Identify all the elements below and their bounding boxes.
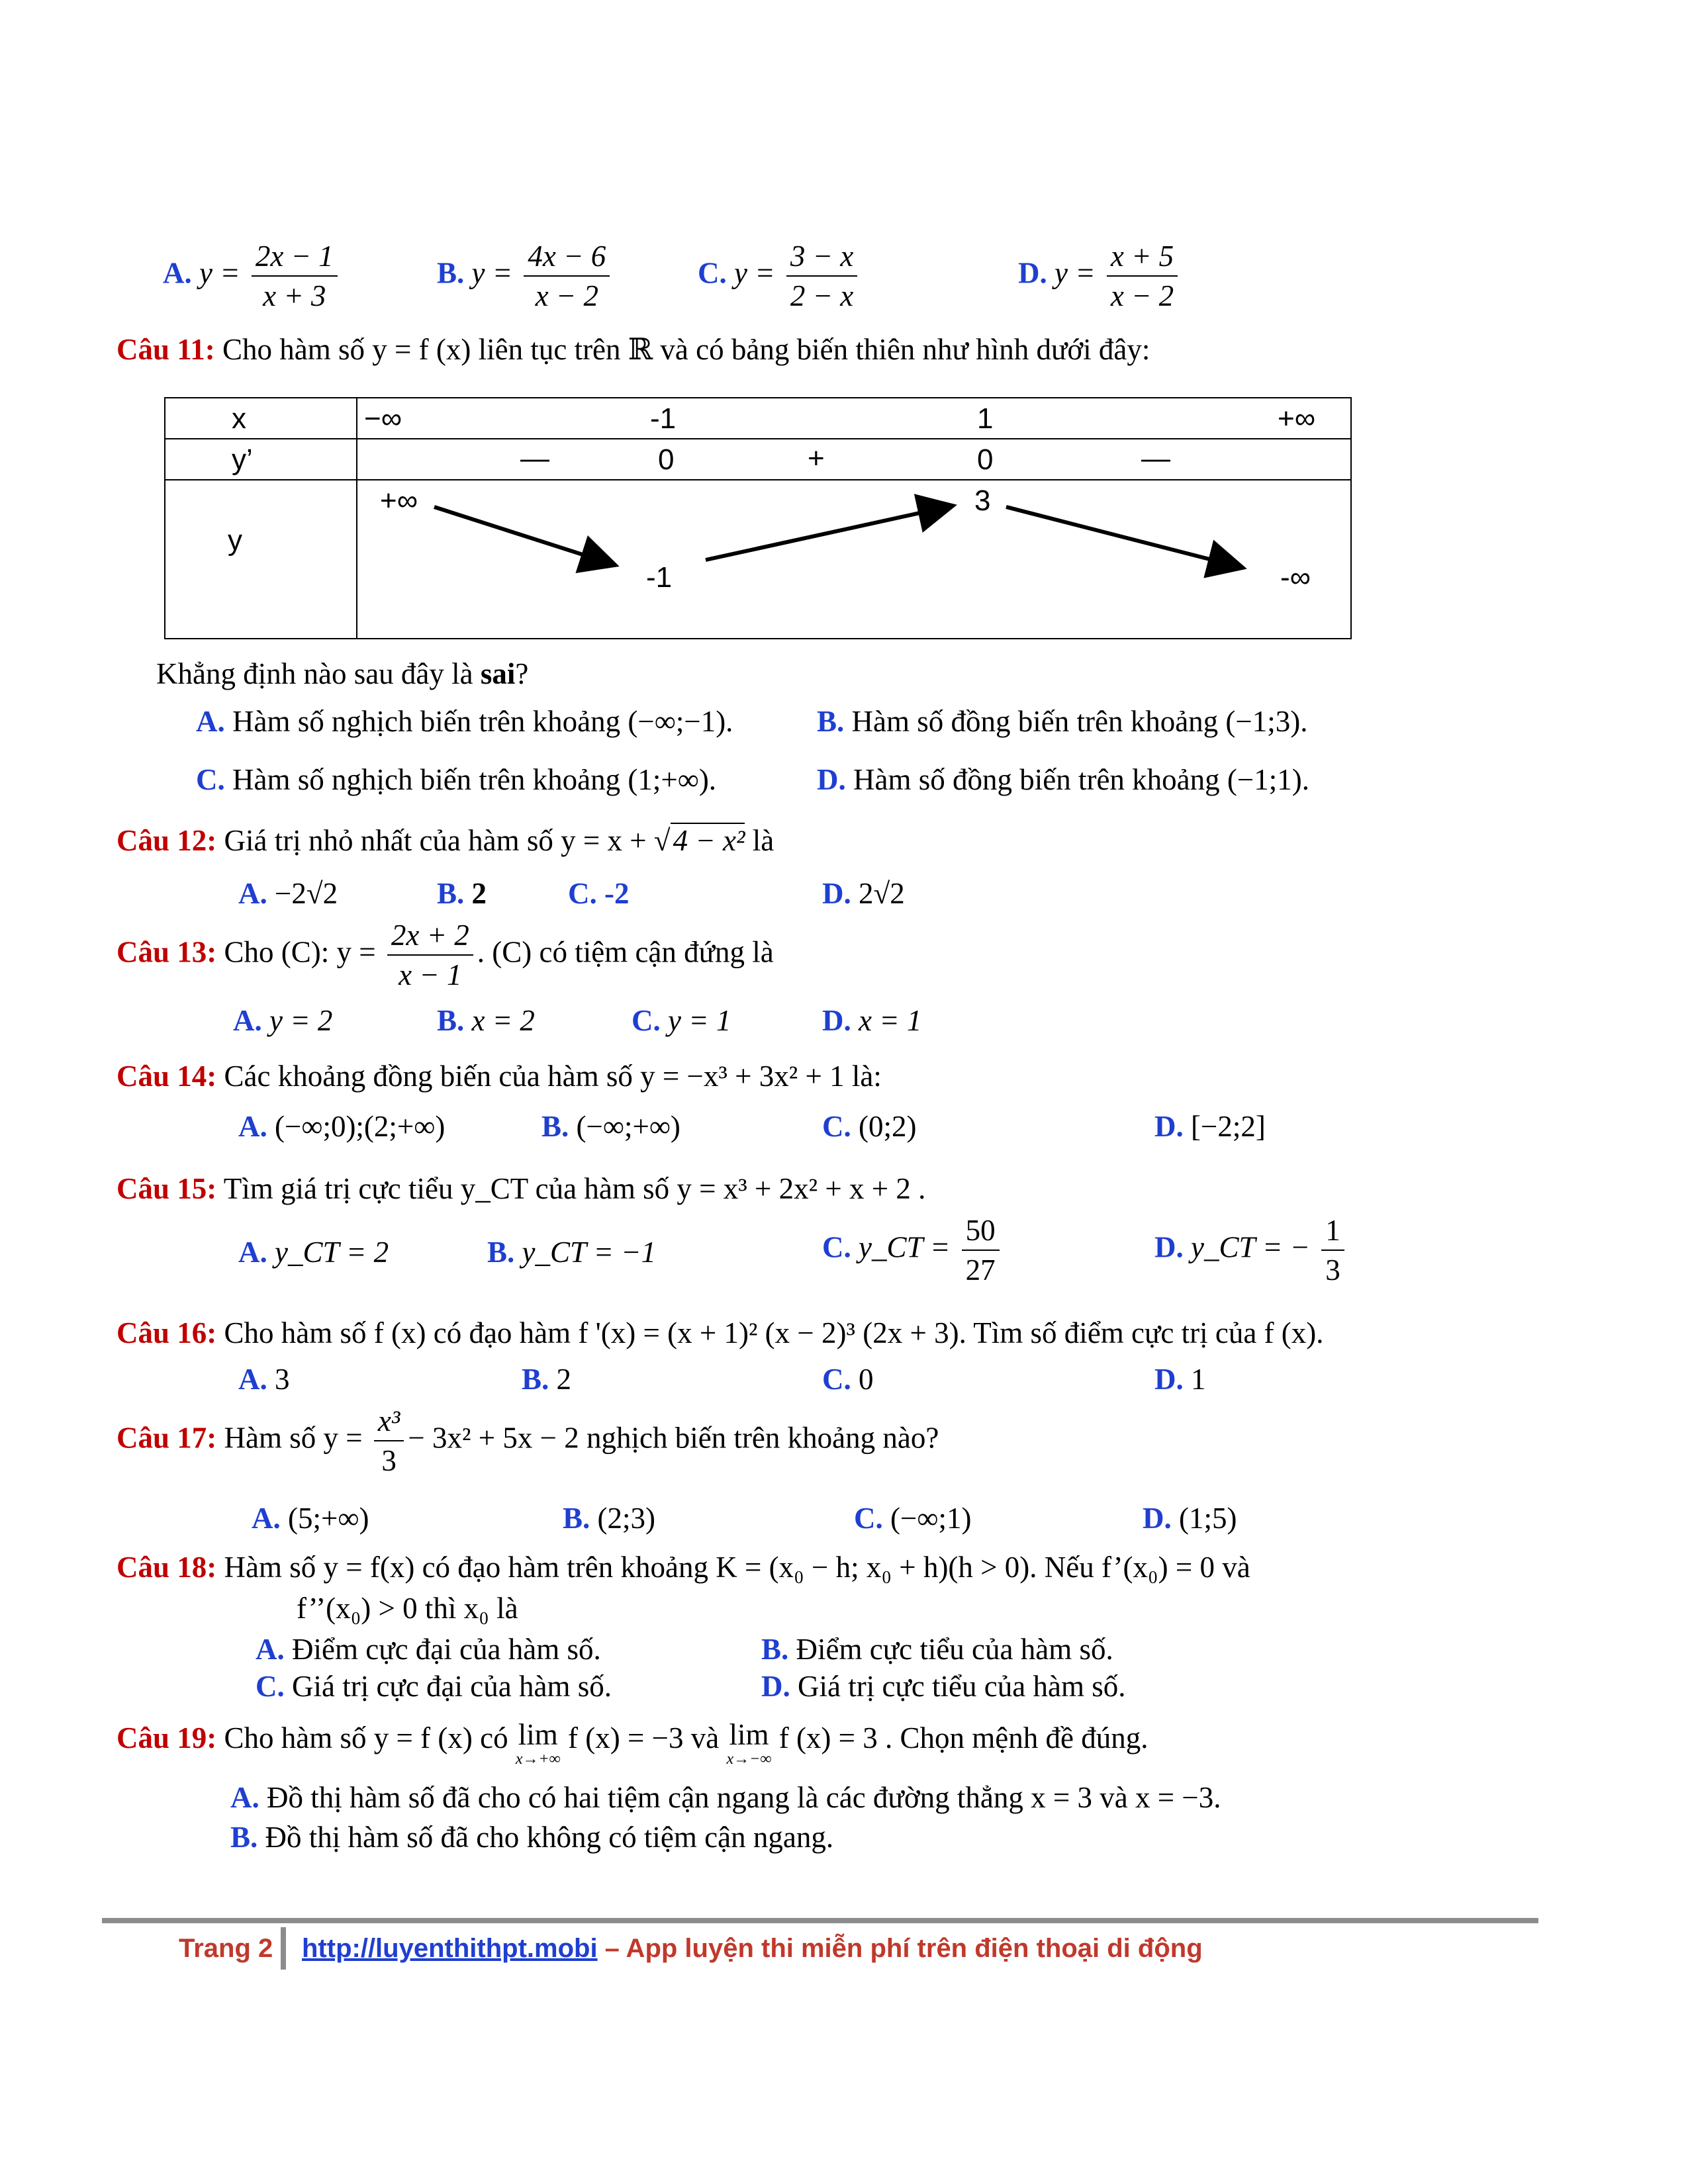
q12-question: Câu 12: Giá trị nhỏ nhất của hàm số y = x + √4 − x² là: [117, 824, 774, 857]
q11-option-a: A. Hàm số nghịch biến trên khoảng (−∞;−1).: [196, 705, 733, 738]
table-yp-value: —: [520, 442, 549, 475]
arrow-decrease: [1006, 507, 1243, 568]
table-x-label: x: [232, 402, 246, 435]
table-y-value: 3: [974, 484, 991, 517]
table-y-label: y: [228, 524, 242, 557]
q13-option-a: A. y = 2: [233, 1004, 333, 1037]
q16-option-a: A. 3: [238, 1363, 290, 1396]
q15-option-c: C. y_CT = $\frac{50}{27}$: [822, 1211, 1004, 1289]
q13-option-b: B. x = 2: [437, 1004, 535, 1037]
q11-option-d: D. Hàm số đồng biến trên khoảng (−1;1).: [817, 763, 1309, 796]
table-x-value: +∞: [1278, 402, 1316, 435]
q15-question: Câu 15: Tìm giá trị cực tiểu y_CT của hàm số y = x³ + 2x² + x + 2 .: [117, 1172, 926, 1205]
q15-option-b: B. y_CT = −1: [487, 1236, 656, 1269]
table-x-value: −∞: [364, 402, 402, 435]
q18-option-a: A. Điểm cực đại của hàm số.: [256, 1633, 601, 1666]
variation-table: [164, 397, 1352, 639]
table-yp-value: —: [1141, 442, 1170, 475]
q17-question: Câu 17: Hàm số y = $\frac{\text{x³}}{3}$ − 3x² + 5x − 2 nghịch biến trên khoảng nào?: [117, 1402, 939, 1480]
q11-question: Câu 11: Cho hàm số y = f (x) liên tục trên ℝ và có bảng biến thiên như hình dưới đây:: [117, 333, 1150, 366]
table-yp-value: 0: [977, 443, 994, 476]
table-yp-value: +: [808, 442, 825, 475]
q19-option-b: B. Đồ thị hàm số đã cho không có tiệm cận ngang.: [230, 1821, 834, 1854]
q15-option-d: D. y_CT = − $\frac{1}{3}$: [1154, 1211, 1348, 1289]
q17-option-c: C. (−∞;1): [854, 1502, 972, 1535]
table-y-value: +∞: [380, 484, 418, 517]
q18-question-cont: f’’(x₀) > 0 thì x₀ là: [297, 1592, 518, 1625]
q18-question: Câu 18: Hàm số y = f(x) có đạo hàm trên khoảng K = (x₀ − h; x₀ + h)(h > 0). Nếu f’(x₀) = 0 và: [117, 1551, 1250, 1584]
q10-option-d: D. y = $\frac{x + 5}{x - 2}$: [1018, 237, 1182, 315]
q14-question: Câu 14: Các khoảng đồng biến của hàm số y = −x³ + 3x² + 1 là:: [117, 1060, 882, 1093]
table-y-value: -∞: [1280, 561, 1311, 594]
q17-option-b: B. (2;3): [563, 1502, 655, 1535]
q16-question: Câu 16: Cho hàm số f (x) có đạo hàm f '(x) = (x + 1)² (x − 2)³ (2x + 3). Tìm số điểm cực trị của f (x).: [117, 1316, 1324, 1349]
footer-text: http://luyenthithpt.mobi – App luyện thi miễn phí trên điện thoại di động: [302, 1934, 1203, 1963]
table-y-value: -1: [646, 561, 673, 594]
table-arrows: [165, 398, 1350, 638]
q11-option-c: C. Hàm số nghịch biến trên khoảng (1;+∞).: [196, 763, 717, 796]
q18-option-b: B. Điểm cực tiểu của hàm số.: [761, 1633, 1113, 1666]
q11-prompt: Khẳng định nào sau đây là sai?: [156, 657, 529, 690]
q12-option-d: D. 2√2: [822, 877, 905, 910]
table-yp-label: y’: [232, 443, 253, 476]
q17-option-a: A. (5;+∞): [252, 1502, 369, 1535]
q12-option-a: A. −2√2: [238, 877, 338, 910]
table-yp-value: 0: [658, 443, 675, 476]
q18-option-d: D. Giá trị cực tiểu của hàm số.: [761, 1670, 1126, 1703]
q17-option-d: D. (1;5): [1143, 1502, 1237, 1535]
q19-option-a: A. Đồ thị hàm số đã cho có hai tiệm cận ngang là các đường thẳng x = 3 và x = −3.: [230, 1781, 1221, 1814]
q13-option-d: D. x = 1: [822, 1004, 922, 1037]
q12-option-c: C. -2: [568, 877, 630, 910]
q10-option-c: C. y = $\frac{3 - x}{2 - x}$: [698, 237, 861, 315]
footer-page-number: Trang 2: [179, 1934, 273, 1963]
arrow-decrease: [434, 507, 616, 565]
q14-option-b: B. (−∞;+∞): [541, 1110, 680, 1143]
q16-option-c: C. 0: [822, 1363, 874, 1396]
footer-separator: [281, 1927, 286, 1970]
q16-option-d: D. 1: [1154, 1363, 1206, 1396]
q13-option-c: C. y = 1: [632, 1004, 731, 1037]
q18-option-c: C. Giá trị cực đại của hàm số.: [256, 1670, 612, 1703]
q13-question: Câu 13: Cho (C): y = $\frac{2x + 2}{x - 1}$ . (C) có tiệm cận đứng là: [117, 916, 774, 994]
table-x-value: -1: [650, 402, 677, 435]
q10-option-b: B. y = $\frac{4x - 6}{x - 2}$: [437, 237, 614, 315]
q10-option-a: A. y = $\frac{2x - 1}{x + 3}$: [163, 237, 342, 315]
q16-option-b: B. 2: [522, 1363, 572, 1396]
q15-option-a: A. y_CT = 2: [238, 1236, 389, 1269]
q14-option-d: D. [−2;2]: [1154, 1110, 1266, 1143]
footer-rule: [102, 1918, 1538, 1923]
q14-option-a: A. (−∞;0);(2;+∞): [238, 1110, 445, 1143]
table-x-value: 1: [977, 402, 994, 435]
q19-question: Câu 19: Cho hàm số y = f (x) có lim x→+∞ f (x) = −3 và lim x→−∞ f (x) = 3 . Chọn mệnh đề đúng.: [117, 1718, 1149, 1768]
q12-option-b: B. 2: [437, 877, 487, 910]
footer-link[interactable]: http://luyenthithpt.mobi: [302, 1934, 598, 1963]
arrow-increase: [706, 506, 953, 560]
q11-option-b: B. Hàm số đồng biến trên khoảng (−1;3).: [817, 705, 1308, 738]
q14-option-c: C. (0;2): [822, 1110, 917, 1143]
